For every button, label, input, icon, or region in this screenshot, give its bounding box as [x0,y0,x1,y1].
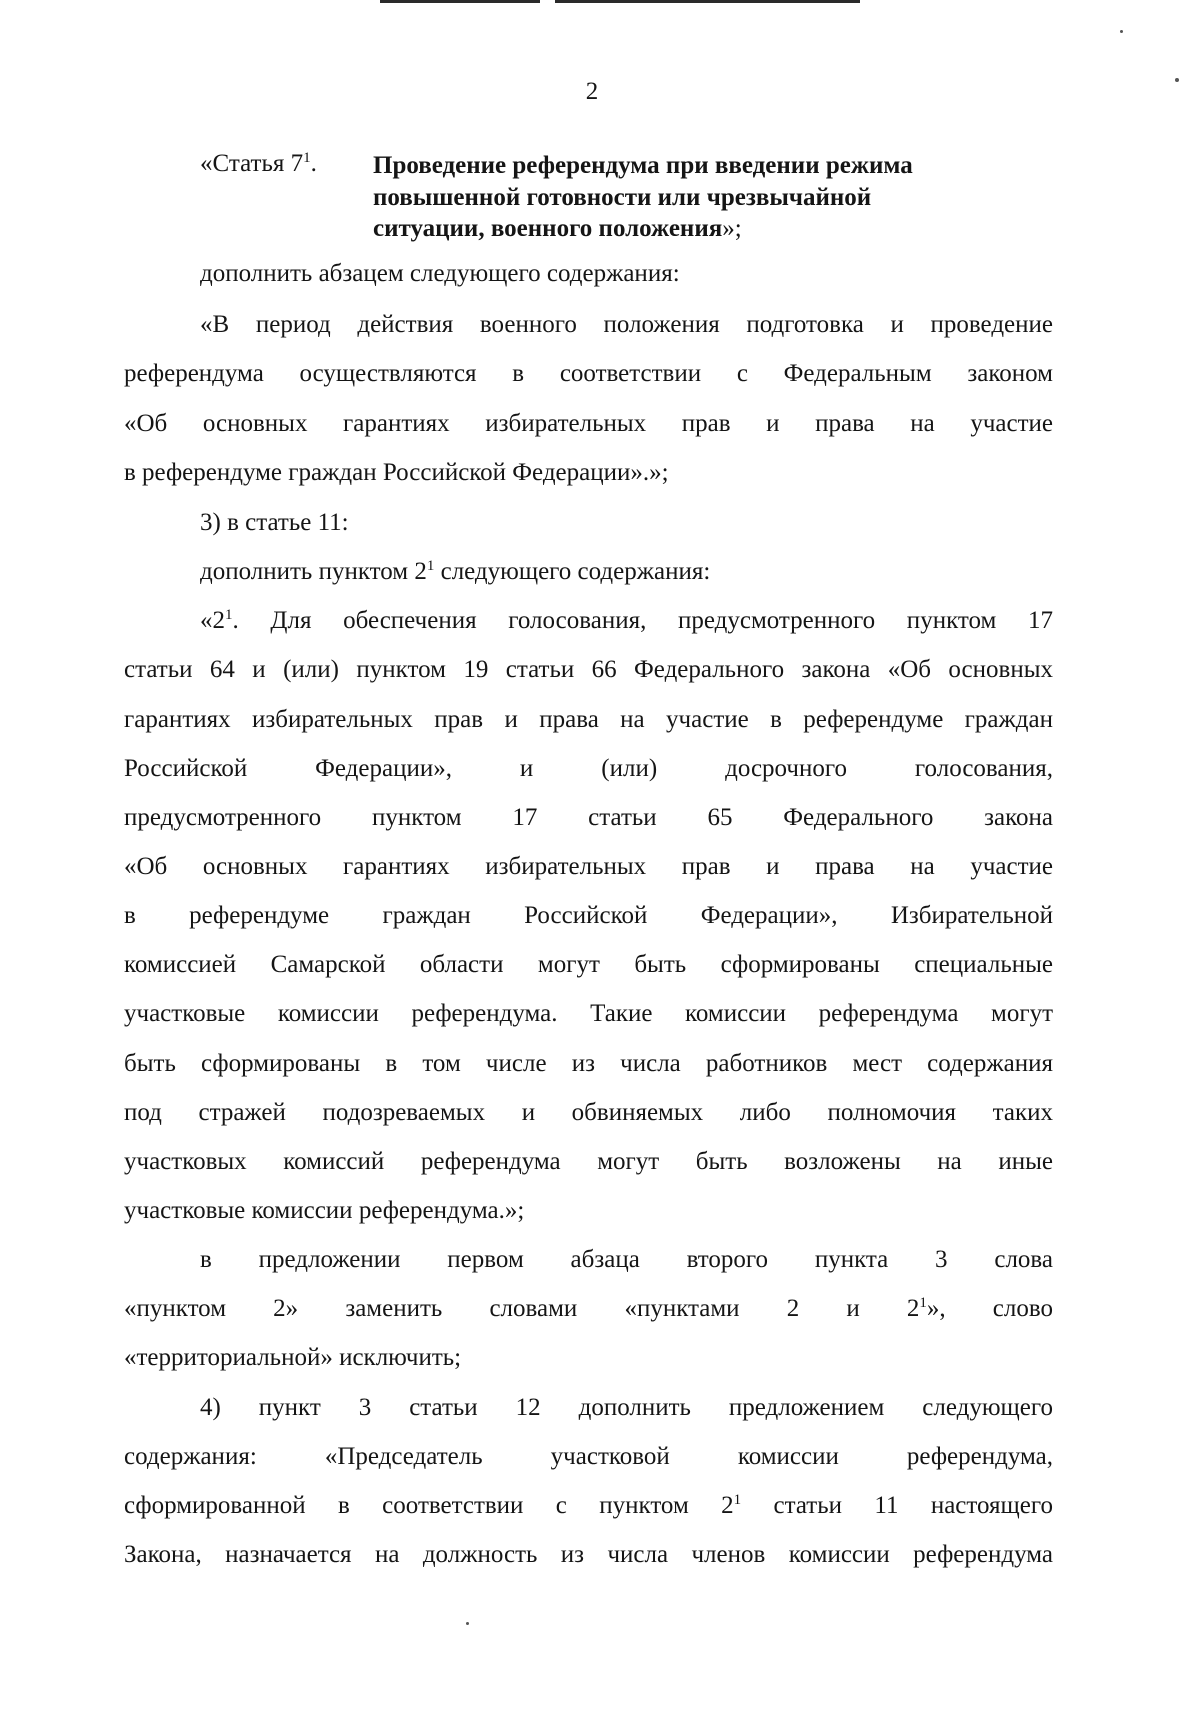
page-number: 2 [585,78,599,105]
text-line: 4) пункт 3 статьи 12 дополнить предложением следующего [200,1394,1053,1421]
article-label: «Статья $7^1$. [200,150,317,177]
text-line: статьи 64 и (или) пунктом 19 статьи 66 Федерального закона «Об основных [124,656,1053,683]
text-line: референдума осуществляются в соответствии с Федеральным законом [124,360,1053,387]
article-title: Проведение референдума при введении режима повышенной готовности или чрезвычайной ситуации, военного положения»; [373,152,913,242]
text-line: гарантиях избирательных прав и права на участие в референдуме граждан [124,706,1053,733]
text-line: быть сформированы в том числе из числа работников мест содержания [124,1050,1053,1077]
text-line: содержания: «Председатель участковой комиссии референдума, [124,1443,1053,1470]
scan-artifact-line [555,0,860,3]
text-line: «$2^1$. Для обеспечения голосования, предусмотренного пунктом 17 [200,607,1053,634]
scan-artifact-line [380,0,540,3]
text-line: участковых комиссий референдума могут быть возложены на иные [124,1148,1053,1175]
text-line: «В период действия военного положения подготовка и проведение [200,311,1053,338]
scan-speck [466,1622,469,1625]
text-line: в предложении первом абзаца второго пункта 3 слова [200,1246,1053,1273]
text-line: сформированной в соответствии с пунктом $2^1$ статьи 11 настоящего [124,1492,1053,1519]
text-line: 3) в статье 11: [200,509,349,536]
text-line: комиссией Самарской области могут быть сформированы специальные [124,951,1053,978]
text-line: под стражей подозреваемых и обвиняемых либо полномочия таких [124,1099,1053,1126]
text-line: дополнить абзацем следующего содержания: [200,260,680,287]
text-line: участковые комиссии референдума. Такие комиссии референдума могут [124,1000,1053,1027]
text-line: в референдуме граждан Российской Федерации», Избирательной [124,902,1053,929]
text-line: Закона, назначается на должность из числа членов комиссии референдума [124,1541,1053,1568]
text-line: участковые комиссии референдума.»; [124,1197,525,1224]
text-line: предусмотренного пунктом 17 статьи 65 Федерального закона [124,804,1053,831]
text-line: «Об основных гарантиях избирательных прав и права на участие [124,853,1053,880]
text-line: в референдуме граждан Российской Федерации».»; [124,459,669,486]
text-line: «Об основных гарантиях избирательных прав и права на участие [124,410,1053,437]
text-line: «территориальной» исключить; [124,1344,462,1371]
text-line: дополнить пунктом $2^1$ следующего содержания: [200,558,711,585]
scan-speck [1120,30,1123,33]
text-line: «пунктом 2» заменить словами «пунктами 2 и $2^1$», слово [124,1295,1053,1322]
text-line: Российской Федерации», и (или) досрочного голосования, [124,755,1053,782]
